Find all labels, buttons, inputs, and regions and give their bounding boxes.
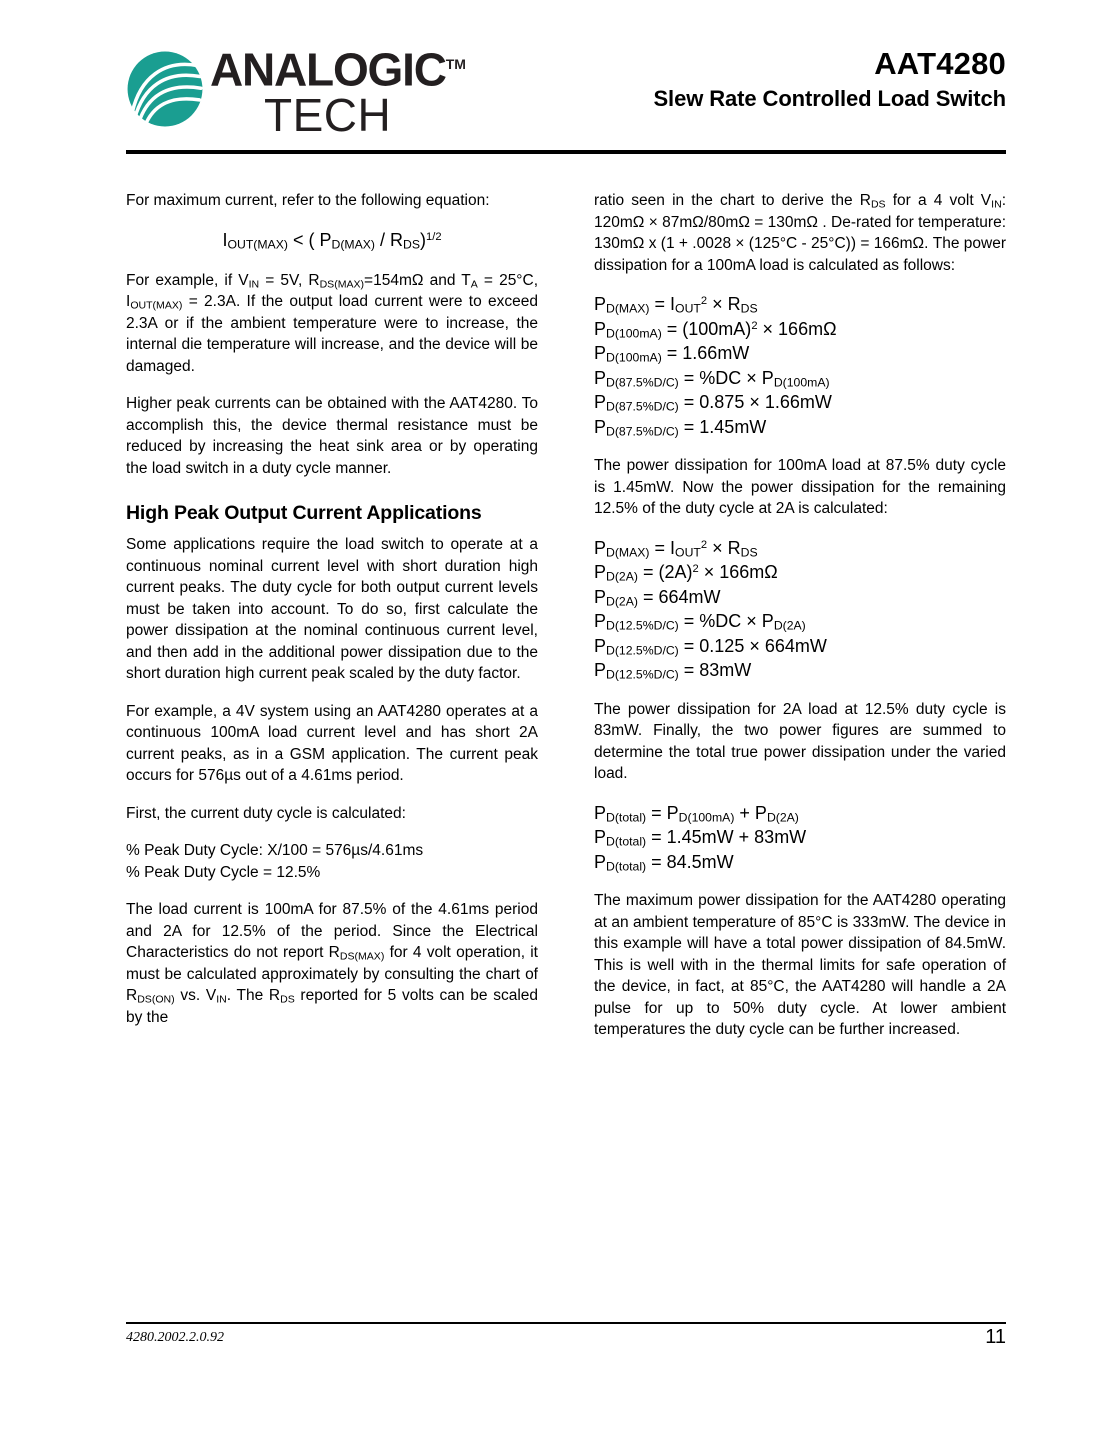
equation-line: $P_{D(MAX)} = I_{OUT}^2 \times R_{DS}$	[594, 537, 758, 560]
logo-wordmark-tech: TECH	[264, 89, 392, 142]
equation-block-100ma	[594, 292, 1006, 439]
paragraph-higher-peak-currents: Higher peak currents can be obtained with the AAT4280. To accomplish this, the device thermal resistance must be reduced by increasing the heat sink area or by operating the load switch in a duty cycle manner.	[126, 395, 538, 477]
header-titles	[653, 46, 1006, 113]
paragraph-example-5v: For example, if $V_{IN} = 5V$, $R_{DS(MAX)}=154m\Omega$ and $T_A = 25^\circ C$, $I_{OUT(MAX)} = 2.3A$. If the output load current were to exceed 2.3A or if the ambient temperature were to increase, the internal die temperature will increase, and the device will be damaged.	[126, 271, 539, 375]
duty-cycle-line-2: % Peak Duty Cycle = 12.5%	[126, 863, 321, 881]
eq-paren: )	[420, 229, 427, 250]
paragraph-duty-cycle-intro: First, the current duty cycle is calculated:	[126, 804, 406, 822]
equation-iout-max	[126, 228, 538, 252]
paragraph-some-applications: Some applications require the load switch to operate at a continuous nominal current level with short duration high current peaks. The duty cycle for both output current levels must be taken into account. To do so, first calculate the power dissipation at the nominal continuous current level, and then add in the additional power dissipation due to the short duration high current peak scaled by the duty factor.	[126, 536, 538, 682]
paragraph-max-current-intro: For maximum current, refer to the following equation:	[126, 192, 490, 209]
equation-line: $P_{D(87.5\%D/C)} = \%DC \times P_{D(100mA)}$	[594, 367, 830, 390]
part-subtitle: Slew Rate Controlled Load Switch	[653, 86, 1006, 111]
logo-wordmark-analogic: ANALOGIC™	[210, 43, 466, 96]
company-logo	[126, 40, 466, 142]
eq-operator: < (	[287, 229, 320, 250]
eq-term: $I_{OUT(MAX)}$	[222, 229, 288, 252]
equation-block-2a	[594, 536, 1006, 683]
equation-line: $P_{D(MAX)} = I_{OUT}^2 \times R_{DS}$	[594, 294, 758, 316]
duty-cycle-calculation	[126, 840, 538, 883]
equation-line: $P_{D(total)} = 84.5mW$	[594, 851, 734, 874]
left-column	[126, 190, 538, 1044]
section-heading-high-peak: High Peak Output Current Applications	[126, 502, 482, 524]
paragraph-4v-example: For example, a 4V system using an AAT4280 operates at a continuous 100mA load current level and has short 2A current peaks, as in a GSM application. The current peak occurs for 576µs out of a 4.61ms period.	[126, 702, 538, 784]
equation-line: $P_{D(12.5\%D/C)} = \%DC \times P_{D(2A)}$	[594, 611, 806, 633]
logo-wordmark	[210, 40, 466, 142]
paragraph-100ma-result: The power dissipation for 100mA load at 87.5% duty cycle is 1.45mW. Now the power dissipation for the remaining 12.5% of the duty cycle at 2A is calculated:	[594, 457, 1006, 517]
page-header	[126, 40, 1006, 148]
part-number: AAT4280	[874, 46, 1006, 81]
equation-line: $P_{D(total)} = P_{D(100mA)} + P_{D(2A)}$	[594, 802, 799, 825]
page-number: 11	[985, 1326, 1006, 1348]
header-divider	[126, 150, 1006, 154]
equation-line: $P_{D(100mA)} = 1.66mW$	[594, 343, 750, 365]
document-code: 4280.2002.2.0.92	[126, 1330, 224, 1345]
equation-line: $P_{D(2A)} = 664mW$	[594, 586, 721, 609]
equation-line: $P_{D(87.5\%D/C)} = 0.875 \times 1.66mW$	[594, 392, 832, 414]
paragraph-max-dissipation-summary: The maximum power dissipation for the AAT4280 operating at an ambient temperature of 85°C is 333mW. The device in this example will have a total power dissipation of 84.5mW. This is well with in the thermal limits for safe operation of the device, in fact, at 85°C, the AAT4280 will handle a 2A pulse for up to 50% duty cycle. At lower ambient temperatures the duty cycle can be further increased.	[594, 892, 1006, 1038]
paragraph-2a-result: The power dissipation for 2A load at 12.5% duty cycle is 83mW. Finally, the two power figures are summed to determine the total true power dissipation under the varied load.	[594, 700, 1006, 782]
paragraph-ratio-derate: ratio seen in the chart to derive the $R_{DS}$ for a 4 volt $V_{IN}$: 120mΩ × 87mΩ/80mΩ = 130mΩ . De-rated for temperature: 130mΩ x (1 + .0028 × (125°C - 25°C)) = 166mΩ. The power dissipation for a 100mA load is calculated as follows:	[594, 192, 1006, 274]
eq-exponent: 1/2	[426, 230, 442, 243]
eq-operator: /	[375, 229, 391, 250]
duty-cycle-line-1: % Peak Duty Cycle: X/100 = 576µs/4.61ms	[126, 842, 424, 859]
trademark-symbol: TM	[445, 56, 466, 72]
page-footer	[126, 1326, 1006, 1360]
equation-line: $P_{D(12.5\%D/C)} = 0.125 \times 664mW$	[594, 635, 827, 658]
footer-divider	[126, 1322, 1006, 1324]
paragraph-load-current-rds: The load current is 100mA for 87.5% of the 4.61ms period and 2A for 12.5% of the period. Since the Electrical Characteristics do not report $R_{DS(MAX)}$ for 4 volt operation, it must be calculated approximately by consulting the chart of $R_{DS(ON)}$ vs. $V_{IN}$. The $R_{DS}$ reported for 5 volts can be scaled by the	[126, 901, 538, 1026]
equation-line: $P_{D(2A)} = (2A)^2 \times 166m\Omega$	[594, 562, 778, 584]
equation-line: $P_{D(87.5\%D/C)} = 1.45mW$	[594, 416, 767, 439]
right-column	[594, 190, 1006, 1057]
eq-term: $R_{DS}$	[390, 229, 421, 252]
equation-block-total	[594, 801, 1006, 875]
equation-line: $P_{D(total)} = 1.45mW + 83mW$	[594, 827, 807, 849]
equation-line: $P_{D(12.5\%D/C)} = 83mW$	[594, 660, 752, 682]
equation-line: $P_{D(100mA)} = (100mA)^2 \times 166m\Omega$	[594, 318, 837, 341]
eq-term: $P_{D(MAX)}$	[319, 229, 375, 252]
analogic-globe-icon	[126, 50, 204, 128]
